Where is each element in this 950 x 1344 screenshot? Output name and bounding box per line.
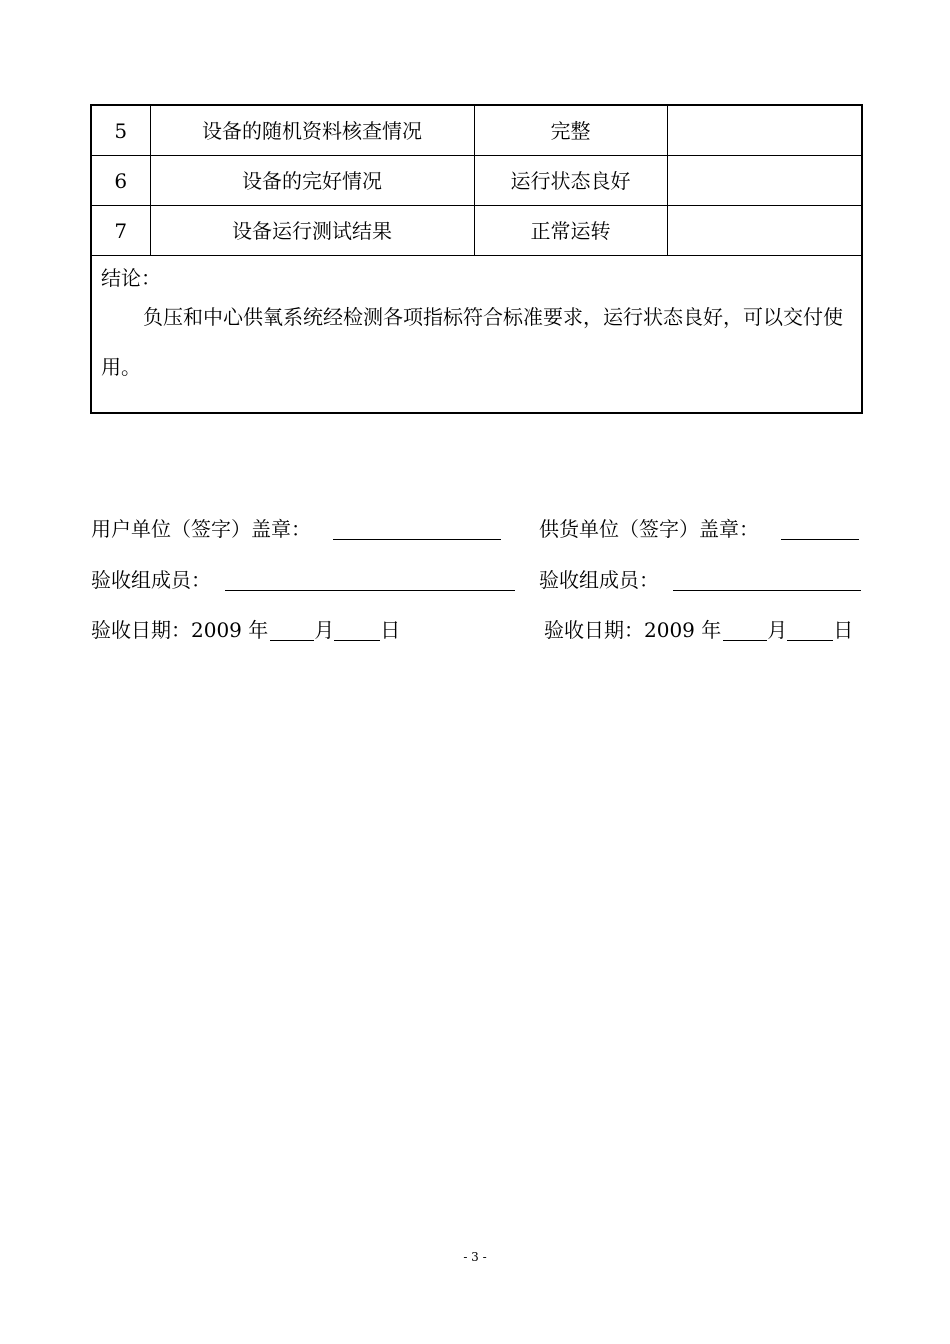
user-members-line xyxy=(225,568,515,591)
table-row xyxy=(91,156,862,206)
inspection-item: 设备运行测试结果 xyxy=(150,206,474,256)
month-char: 月 xyxy=(767,618,788,642)
signature-row-units xyxy=(91,514,861,544)
members-label-right: 验收组成员： xyxy=(539,568,659,592)
inspection-table xyxy=(90,104,863,414)
page-number: - 3 - xyxy=(463,1250,487,1264)
row-number: 7 xyxy=(91,206,150,256)
table-row xyxy=(91,105,862,156)
members-label-left: 验收组成员： xyxy=(91,568,211,592)
inspection-result: 运行状态良好 xyxy=(474,156,667,206)
inspection-remark xyxy=(667,206,862,256)
month-blank xyxy=(723,618,767,641)
supplier-members-signature xyxy=(539,565,861,595)
conclusion-cell xyxy=(91,256,862,414)
inspection-result: 正常运转 xyxy=(474,206,667,256)
user-acceptance-date xyxy=(91,615,400,645)
supplier-unit-signature xyxy=(539,514,859,544)
user-unit-label: 用户单位（签字）盖章： xyxy=(91,517,311,541)
user-unit-signature xyxy=(91,514,501,544)
day-blank xyxy=(334,618,380,641)
supplier-unit-label: 供货单位（签字）盖章： xyxy=(539,517,759,541)
inspection-item: 设备的完好情况 xyxy=(150,156,474,206)
month-blank xyxy=(270,618,314,641)
date-prefix-left: 验收日期：2009 年 xyxy=(91,618,269,642)
inspection-item: 设备的随机资料核查情况 xyxy=(150,105,474,156)
conclusion-row xyxy=(91,256,862,414)
day-char: 日 xyxy=(380,618,401,642)
conclusion-text: 负压和中心供氧系统经检测各项指标符合标准要求，运行状态良好，可以交付使用。 xyxy=(101,305,843,379)
supplier-unit-signature-line xyxy=(781,517,859,540)
table-row xyxy=(91,206,862,256)
row-number: 6 xyxy=(91,156,150,206)
inspection-result: 完整 xyxy=(474,105,667,156)
inspection-remark xyxy=(667,156,862,206)
user-unit-signature-line xyxy=(333,517,501,540)
user-members-signature xyxy=(91,565,515,595)
conclusion-label: 结论： xyxy=(101,266,161,290)
supplier-acceptance-date xyxy=(544,615,853,645)
row-number: 5 xyxy=(91,105,150,156)
signature-row-members xyxy=(91,565,861,595)
inspection-remark xyxy=(667,105,862,156)
month-char: 月 xyxy=(314,618,335,642)
day-blank xyxy=(787,618,833,641)
signature-row-dates xyxy=(91,615,861,645)
supplier-members-line xyxy=(673,568,861,591)
date-prefix-right: 验收日期：2009 年 xyxy=(544,618,722,642)
day-char: 日 xyxy=(833,618,854,642)
